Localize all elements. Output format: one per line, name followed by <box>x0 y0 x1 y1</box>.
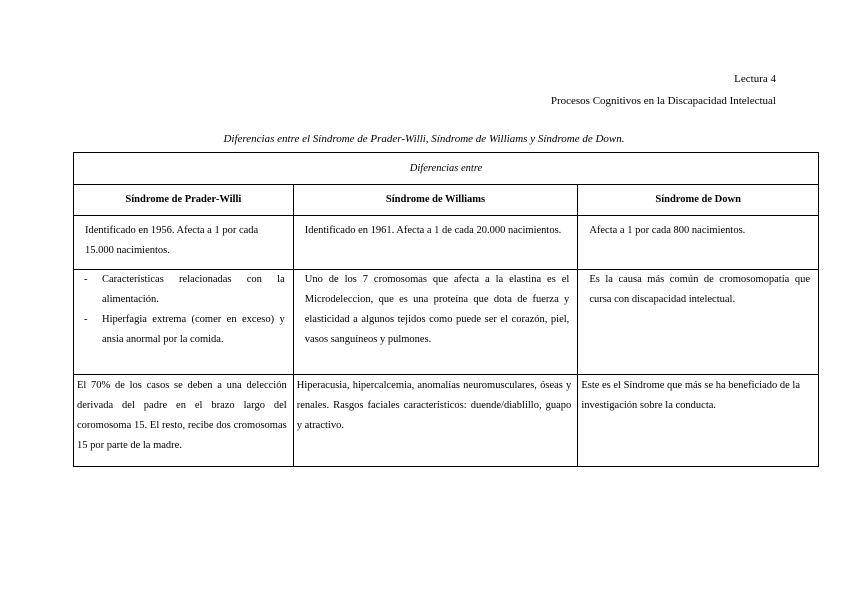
cell-williams-features: Hiperacusia, hipercalcemia, anomalías neuromusculares, óseas y renales. Rasgos faciales característicos: duende/diablillo, guapo y atractivo. <box>293 375 578 467</box>
comparison-table <box>73 152 819 467</box>
cell-down-cause: Es la causa más común de cromosomopatía que cursa con discapacidad intelectual. <box>578 270 819 375</box>
list-item: - Hiperfagia extrema (comer en exceso) y ansia anormal por la comida. <box>74 310 285 350</box>
column-header-williams: Síndrome de Williams <box>293 185 578 216</box>
header-course-title: Procesos Cognitivos en la Discapacidad Intelectual <box>550 95 776 107</box>
cell-prader-identification: Identificado en 1956. Afecta a 1 por cada 15.000 nacimientos. <box>74 216 294 270</box>
cell-williams-identification: Identificado en 1961. Afecta a 1 de cada 20.000 nacimientos. <box>293 216 578 270</box>
cell-down-incidence: Afecta a 1 por cada 800 nacimientos. <box>578 216 819 270</box>
header-lectura: Lectura 4 <box>734 73 776 85</box>
table-caption: Diferencias entre el Síndrome de Prader-Willi, Síndrome de Williams y Síndrome de Down. <box>223 133 625 145</box>
list-item: - Características relacionadas con la alimentación. <box>74 270 285 310</box>
column-header-down: Síndrome de Down <box>578 185 819 216</box>
cell-prader-genetics: El 70% de los casos se deben a una delección derivada del padre en el brazo largo del coromosoma 15. El resto, recibe dos cromosomas 15 por parte de la madre. <box>74 375 294 467</box>
cell-williams-elastin: Uno de los 7 cromosomas que afecta a la elastina es el Microdeleccion, que es una proteína que dota de fuerza y elasticidad a algunos tejidos como puede ser el corazón, piel, vasos sanguíneos y pulmones. <box>293 270 578 375</box>
prader-bullet-list <box>74 270 285 350</box>
cell-down-research: Este es el Síndrome que más se ha beneficiado de la investigación sobre la conducta. <box>578 375 819 467</box>
table-title: Diferencias entre <box>74 153 819 185</box>
column-header-prader-willi: Síndrome de Prader-Willi <box>74 185 294 216</box>
cell-prader-characteristics <box>74 270 294 375</box>
